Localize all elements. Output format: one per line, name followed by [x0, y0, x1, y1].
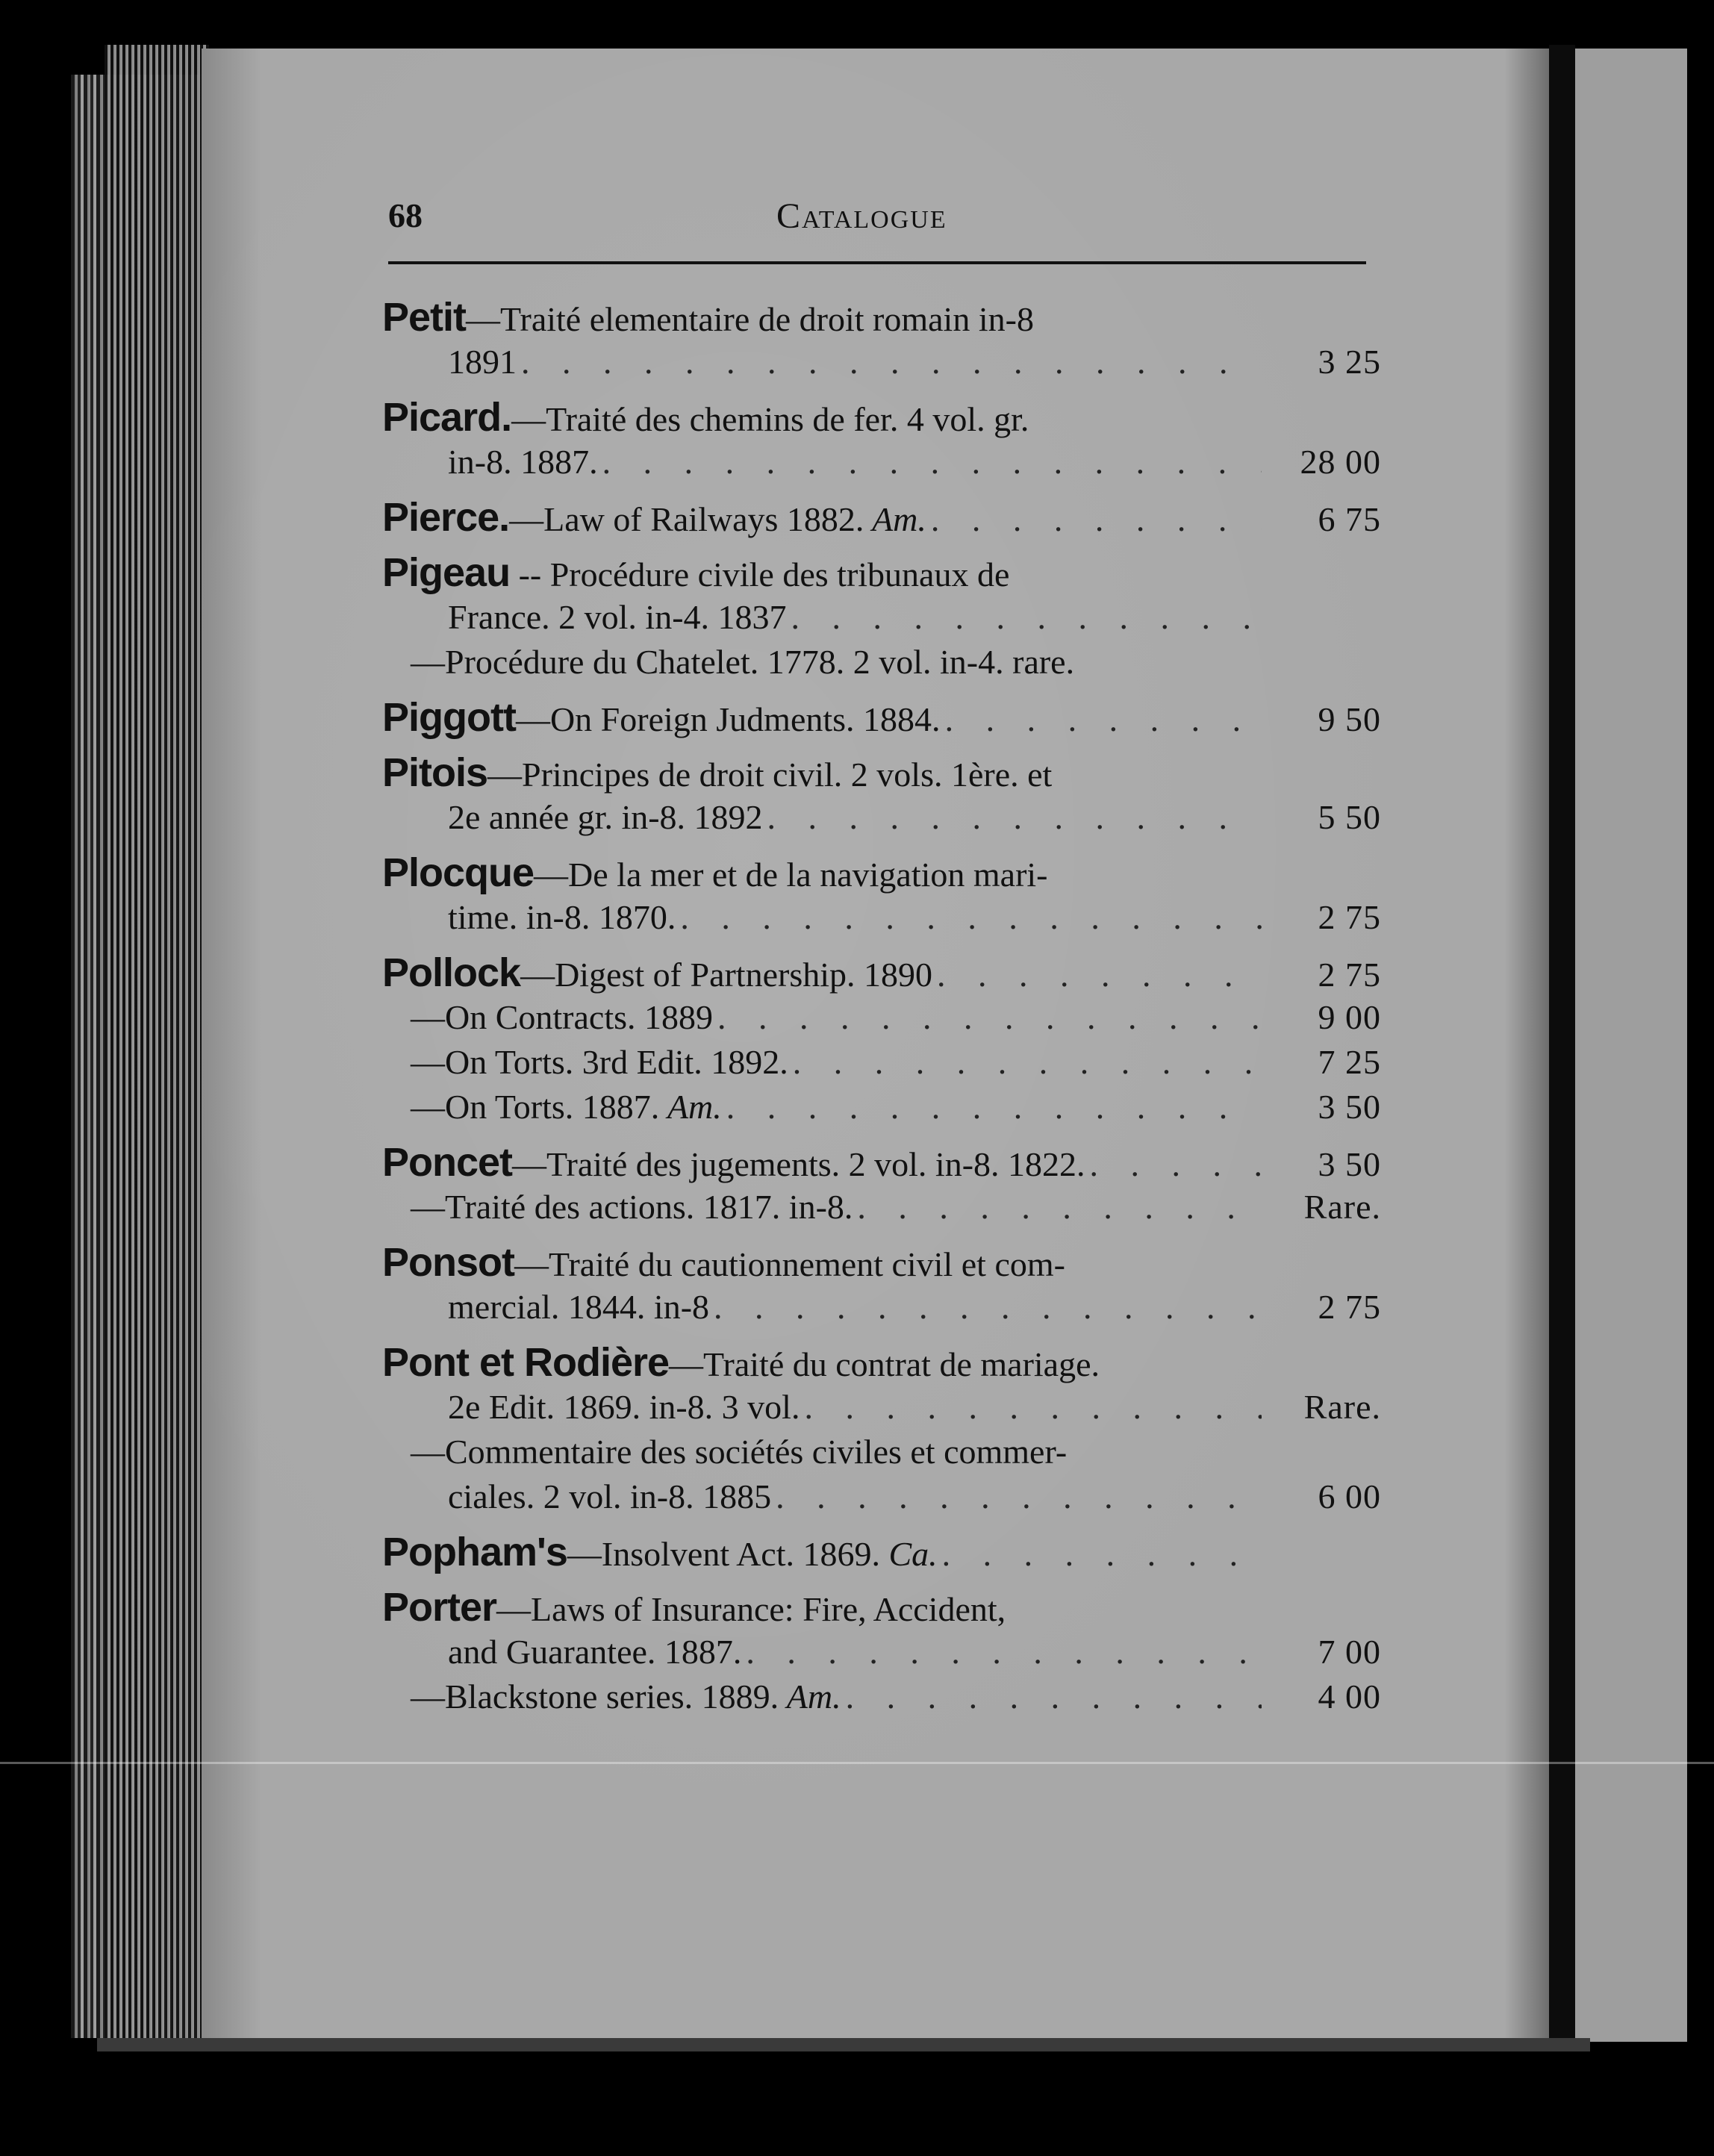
entry-description: [382, 950, 932, 997]
entry-description: [411, 995, 713, 1040]
page-content: [366, 179, 1381, 1716]
catalogue-entry: [366, 695, 1381, 740]
dot-leader: [776, 1474, 1262, 1519]
entry-author: Pierce.: [382, 495, 510, 540]
entry-line: [366, 750, 1381, 795]
dot-leader: [680, 895, 1262, 940]
entry-title-text: —Traité du contrat de mariage.: [669, 1345, 1100, 1383]
header-rule: [388, 261, 1366, 264]
entry-line: [366, 1185, 1381, 1230]
dot-leader: [942, 1532, 1262, 1577]
entry-title-text: —Traité des chemins de fer. 4 vol. gr.: [511, 400, 1029, 438]
dot-leader: [804, 1385, 1262, 1430]
entry-line: [366, 1240, 1381, 1285]
entry-description: [411, 1430, 1067, 1474]
entry-description: [448, 1474, 771, 1519]
entry-author: Piggott: [382, 695, 516, 740]
entry-line: [366, 1585, 1381, 1630]
entry-line: [366, 640, 1381, 685]
entry-description: [411, 640, 1074, 685]
catalogue-entries: [366, 295, 1381, 1730]
entry-title-text: —On Torts. 1887.: [411, 1088, 660, 1126]
dot-leader: [714, 1285, 1262, 1330]
entry-price: 9 00: [1318, 998, 1381, 1036]
entry-price: 6 75: [1318, 500, 1381, 538]
entry-description: [448, 895, 676, 940]
entry-title-text: —Traité des actions. 1817. in-8.: [411, 1188, 853, 1226]
book-edge-bottom: [97, 2038, 1590, 2051]
gutter-shadow: [1549, 45, 1575, 2046]
entry-title-text: —Digest of Partnership. 1890: [520, 956, 932, 994]
entry-price: 7 00: [1318, 1633, 1381, 1671]
entry-price: Rare.: [1303, 1388, 1381, 1426]
entry-author: Popham's: [382, 1530, 567, 1574]
entry-description: [411, 1085, 722, 1130]
entry-title-text: —De la mer et de la navigation mari-: [534, 856, 1048, 894]
entry-title-text: —Blackstone series. 1889.: [411, 1677, 779, 1716]
dot-leader: [846, 1674, 1262, 1719]
entry-line: [366, 595, 1381, 640]
entry-price: 7 25: [1318, 1043, 1381, 1081]
dot-leader: [746, 1630, 1262, 1674]
entry-line: [366, 1040, 1381, 1085]
catalogue-entry: [366, 1340, 1381, 1519]
catalogue-entry: [366, 395, 1381, 485]
entry-title-text: time. in-8. 1870.: [448, 898, 676, 936]
entry-description: [382, 1240, 1065, 1287]
entry-description: [448, 1630, 741, 1674]
dot-leader: [857, 1185, 1262, 1230]
entry-price: 5 50: [1318, 798, 1381, 836]
entry-line: [366, 440, 1381, 485]
entry-price: 2 75: [1318, 956, 1381, 994]
entry-title-text: —On Torts. 3rd Edit. 1892.: [411, 1043, 788, 1081]
entry-author: Porter: [382, 1585, 497, 1630]
entry-origin: Am.: [864, 500, 926, 538]
entry-title-text: in-8. 1887.: [448, 443, 598, 481]
entry-description: [448, 440, 598, 485]
entry-price: 6 00: [1318, 1477, 1381, 1515]
entry-line: [366, 1285, 1381, 1330]
entry-line: [366, 1430, 1381, 1474]
dot-leader: [791, 595, 1262, 640]
entry-title-text: 1891: [448, 343, 517, 381]
entry-price: Rare.: [1303, 1188, 1381, 1226]
entry-price: 9 50: [1318, 700, 1381, 738]
entry-description: [411, 1674, 841, 1719]
catalogue-entry: [366, 295, 1381, 384]
entry-title-text: —On Contracts. 1889: [411, 998, 714, 1036]
entry-description: [382, 1530, 938, 1577]
entry-description: [382, 1585, 1006, 1632]
entry-price: 3 50: [1318, 1088, 1381, 1126]
entry-line: [366, 1530, 1381, 1574]
catalogue-entry: [366, 550, 1381, 685]
catalogue-entry: [366, 950, 1381, 1130]
entry-line: [366, 395, 1381, 440]
entry-title-text: —Traité elementaire de droit romain in-8: [466, 300, 1034, 338]
entry-line: [366, 1085, 1381, 1130]
catalogue-entry: [366, 1240, 1381, 1330]
entry-author: Pigeau: [382, 550, 511, 595]
entry-description: [448, 1385, 800, 1430]
entry-price: 4 00: [1318, 1677, 1381, 1716]
entry-description: [411, 1040, 788, 1085]
dot-leader: [793, 1040, 1262, 1085]
entry-line: [366, 1340, 1381, 1385]
entry-author: Picard.: [382, 395, 512, 440]
entry-price: 3 50: [1318, 1145, 1381, 1183]
dot-leader: [602, 440, 1262, 485]
dot-leader: [521, 340, 1262, 384]
entry-line: [366, 550, 1381, 595]
entry-description: [382, 750, 1052, 797]
entry-title-text: 2e année gr. in-8. 1892: [448, 798, 763, 836]
catalogue-entry: [366, 850, 1381, 940]
entry-description: [448, 795, 763, 840]
catalogue-entry: [366, 495, 1381, 540]
entry-title-text: and Guarantee. 1887.: [448, 1633, 742, 1671]
catalogue-entry: [366, 1530, 1381, 1574]
entry-author: Poncet: [382, 1140, 513, 1185]
entry-author: Petit: [382, 295, 467, 340]
entry-title-text: -- Procédure civile des tribunaux de: [510, 555, 1010, 593]
entry-origin: Ca.: [879, 1535, 938, 1573]
entry-title-text: —Insolvent Act. 1869.: [567, 1535, 880, 1573]
running-title: Catalogue: [776, 196, 947, 236]
entry-line: [366, 340, 1381, 384]
facing-page-edge: [1575, 49, 1687, 2042]
entry-title-text: —On Foreign Judments. 1884.: [515, 700, 941, 738]
dot-leader: [945, 697, 1262, 742]
entry-line: [366, 850, 1381, 895]
dot-leader: [726, 1085, 1262, 1130]
entry-title-text: —Traité du cautionnement civil et com-: [514, 1245, 1065, 1283]
entry-title-text: —Traité des jugements. 2 vol. in-8. 1822.: [512, 1145, 1085, 1183]
entry-description: [382, 295, 1034, 342]
entry-description: [411, 1185, 853, 1230]
entry-title-text: —Procédure du Chatelet. 1778. 2 vol. in-4. rare.: [411, 643, 1075, 681]
entry-author: Pitois: [382, 750, 488, 795]
entry-description: [382, 850, 1048, 897]
entry-title-text: —Law of Railways 1882.: [509, 500, 864, 538]
entry-line: [366, 695, 1381, 740]
entry-line: [366, 1140, 1381, 1185]
entry-line: [366, 1385, 1381, 1430]
entry-line: [366, 795, 1381, 840]
entry-title-text: 2e Edit. 1869. in-8. 3 vol.: [448, 1388, 800, 1426]
entry-title-text: —Laws of Insurance: Fire, Accident,: [496, 1590, 1006, 1628]
entry-line: [366, 950, 1381, 995]
entry-origin: Am.: [659, 1088, 722, 1126]
entry-author: Pollock: [382, 950, 521, 995]
catalogue-entry: [366, 1140, 1381, 1230]
entry-line: [366, 1630, 1381, 1674]
entry-title-text: —Principes de droit civil. 2 vols. 1ère. et: [487, 755, 1053, 794]
entry-description: [382, 1340, 1100, 1387]
dot-leader: [937, 953, 1262, 997]
catalogue-entry: [366, 1585, 1381, 1719]
entry-line: [366, 495, 1381, 540]
entry-author: Plocque: [382, 850, 535, 895]
entry-description: [382, 1140, 1085, 1187]
book-edge-left-inner: [105, 45, 209, 2046]
page-header: [366, 179, 1381, 254]
entry-description: [448, 1285, 709, 1330]
entry-description: [448, 340, 517, 384]
entry-line: [366, 995, 1381, 1040]
entry-description: [382, 495, 926, 542]
entry-price: 3 25: [1318, 343, 1381, 381]
entry-title-text: mercial. 1844. in-8: [448, 1288, 710, 1326]
entry-price: 28 00: [1300, 443, 1381, 481]
page-number: 68: [388, 196, 423, 234]
entry-title-text: ciales. 2 vol. in-8. 1885: [448, 1477, 772, 1515]
entry-line: [366, 1674, 1381, 1719]
entry-author: Ponsot: [382, 1240, 514, 1285]
entry-line: [366, 295, 1381, 340]
entry-description: [382, 550, 1009, 597]
entry-price: 2 75: [1318, 1288, 1381, 1326]
entry-origin: Am.: [779, 1677, 841, 1716]
entry-author: Pont et Rodière: [382, 1340, 670, 1385]
dot-leader: [1090, 1142, 1262, 1187]
entry-line: [366, 1474, 1381, 1519]
entry-title-text: —Commentaire des sociétés civiles et commer-: [411, 1433, 1068, 1471]
entry-description: [382, 695, 941, 742]
entry-line: [366, 895, 1381, 940]
entry-description: [382, 395, 1029, 442]
dot-leader: [767, 795, 1262, 840]
dot-leader: [931, 497, 1262, 542]
entry-description: [448, 595, 787, 640]
entry-price: 2 75: [1318, 898, 1381, 936]
catalogue-entry: [366, 750, 1381, 840]
scan-artifact-line: [0, 1762, 1714, 1764]
dot-leader: [717, 995, 1262, 1040]
entry-title-text: France. 2 vol. in-4. 1837: [448, 598, 787, 636]
